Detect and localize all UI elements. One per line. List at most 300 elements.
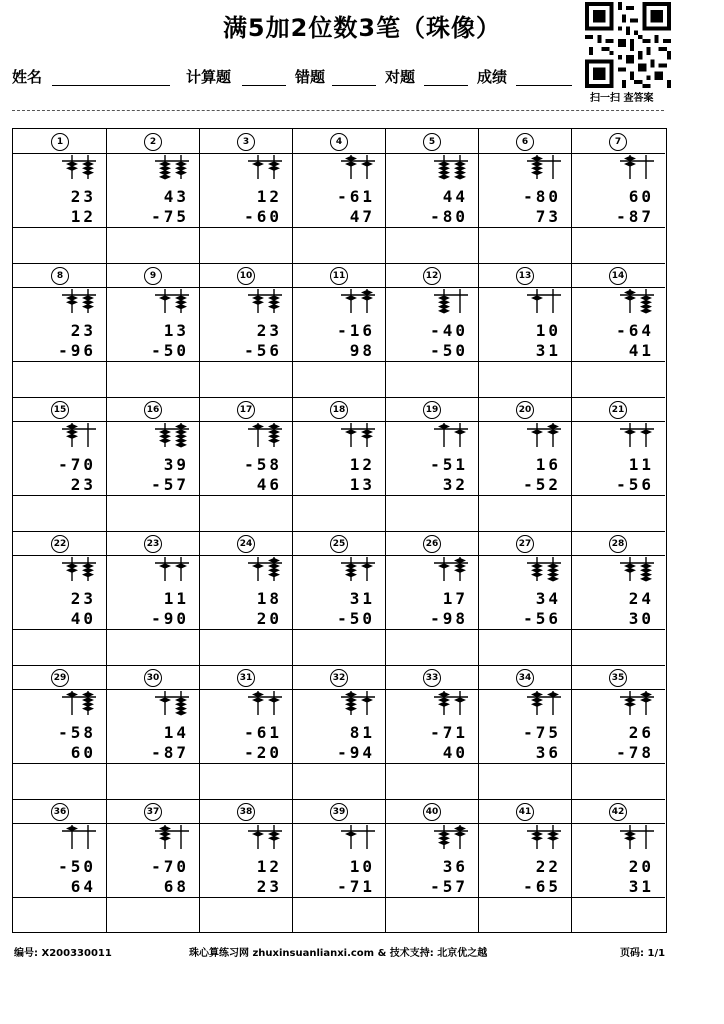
first-number: 12 bbox=[349, 455, 375, 474]
first-number: 12 bbox=[256, 857, 282, 876]
abacus-image bbox=[58, 555, 98, 583]
abacus-image bbox=[430, 287, 470, 315]
grid-line bbox=[478, 129, 479, 263]
grid-line bbox=[478, 263, 479, 397]
first-number: 18 bbox=[256, 589, 282, 608]
abacus-image bbox=[58, 823, 98, 851]
second-number: -90 bbox=[151, 609, 189, 628]
abacus-image bbox=[337, 555, 377, 583]
abacus-bead bbox=[531, 429, 543, 434]
abacus-bead bbox=[252, 161, 264, 166]
problem-number: 29 bbox=[51, 669, 69, 687]
answer-box[interactable] bbox=[573, 765, 662, 797]
abacus-bead bbox=[82, 304, 94, 309]
answer-box[interactable] bbox=[201, 631, 290, 663]
qr-caption: 扫一扫 查答案 bbox=[590, 93, 654, 104]
abacus-image bbox=[58, 421, 98, 449]
name-field[interactable] bbox=[52, 85, 170, 86]
first-number: 10 bbox=[349, 857, 375, 876]
footer-page: 页码: 1/1 bbox=[620, 948, 666, 959]
second-number: 23 bbox=[256, 877, 282, 896]
first-number: -61 bbox=[244, 723, 282, 742]
page-title: 满5加2位数3笔（珠像） bbox=[222, 14, 502, 42]
grid-line bbox=[385, 129, 386, 263]
answer-box[interactable] bbox=[294, 631, 383, 663]
first-number: -70 bbox=[151, 857, 189, 876]
first-number: -16 bbox=[337, 321, 375, 340]
wrong-field[interactable] bbox=[332, 85, 376, 86]
problem-number: 24 bbox=[237, 535, 255, 553]
grid-line bbox=[13, 665, 665, 666]
second-number: -60 bbox=[244, 207, 282, 226]
first-number: -61 bbox=[337, 187, 375, 206]
first-number: 23 bbox=[70, 589, 96, 608]
first-number: -75 bbox=[523, 723, 561, 742]
abacus-bead bbox=[547, 429, 559, 434]
abacus-image bbox=[523, 153, 563, 181]
answer-box[interactable] bbox=[294, 899, 383, 931]
answer-box[interactable] bbox=[480, 497, 569, 529]
grid-line bbox=[13, 555, 665, 556]
abacus-bead bbox=[454, 831, 466, 836]
grid-line bbox=[13, 287, 665, 288]
grid-line bbox=[13, 689, 665, 690]
problem-number: 32 bbox=[330, 669, 348, 687]
qr-code bbox=[584, 2, 672, 88]
abacus-bead bbox=[624, 568, 636, 573]
grid-line bbox=[292, 263, 293, 397]
answer-box[interactable] bbox=[108, 899, 197, 931]
abacus-image bbox=[58, 153, 98, 181]
problem-number: 34 bbox=[516, 669, 534, 687]
answer-box[interactable] bbox=[387, 497, 476, 529]
problem-number: 16 bbox=[144, 401, 162, 419]
answer-box[interactable] bbox=[15, 363, 104, 395]
abacus-image bbox=[151, 823, 191, 851]
answer-box[interactable] bbox=[108, 765, 197, 797]
answer-box[interactable] bbox=[573, 497, 662, 529]
abacus-image bbox=[337, 153, 377, 181]
second-number: -98 bbox=[430, 609, 468, 628]
abacus-image bbox=[523, 555, 563, 583]
abacus-bead bbox=[361, 697, 373, 702]
abacus-image bbox=[244, 287, 284, 315]
grid-line bbox=[385, 263, 386, 397]
second-number: -50 bbox=[430, 341, 468, 360]
abacus-bead bbox=[454, 568, 466, 573]
abacus-bead bbox=[252, 563, 264, 568]
abacus-bead bbox=[268, 697, 280, 702]
score-field[interactable] bbox=[516, 85, 572, 86]
first-number: 11 bbox=[163, 589, 189, 608]
answer-box[interactable] bbox=[294, 363, 383, 395]
problem-number: 26 bbox=[423, 535, 441, 553]
abacus-bead bbox=[361, 295, 373, 300]
second-number: 40 bbox=[442, 743, 468, 762]
answer-box[interactable] bbox=[480, 899, 569, 931]
abacus-bead bbox=[531, 170, 543, 175]
answer-box[interactable] bbox=[387, 363, 476, 395]
grid-line bbox=[571, 129, 572, 263]
second-number: 41 bbox=[628, 341, 654, 360]
problem-number: 35 bbox=[609, 669, 627, 687]
grid-line bbox=[571, 531, 572, 665]
abacus-bead bbox=[454, 174, 466, 179]
first-number: -58 bbox=[244, 455, 282, 474]
abacus-bead bbox=[531, 572, 543, 577]
problem-number: 40 bbox=[423, 803, 441, 821]
second-number: 46 bbox=[256, 475, 282, 494]
answer-box[interactable] bbox=[480, 363, 569, 395]
answer-box[interactable] bbox=[15, 631, 104, 663]
abacus-bead bbox=[66, 434, 78, 439]
abacus-image bbox=[244, 689, 284, 717]
abacus-bead bbox=[547, 576, 559, 581]
second-number: 30 bbox=[628, 609, 654, 628]
problem-number: 14 bbox=[609, 267, 627, 285]
first-number: -71 bbox=[430, 723, 468, 742]
abacus-image bbox=[616, 153, 656, 181]
grid-line bbox=[13, 495, 665, 496]
abacus-image bbox=[430, 421, 470, 449]
second-number: 13 bbox=[349, 475, 375, 494]
answer-box[interactable] bbox=[387, 631, 476, 663]
grid-line bbox=[106, 397, 107, 531]
abacus-bead bbox=[66, 568, 78, 573]
second-number: 98 bbox=[349, 341, 375, 360]
second-number: 64 bbox=[70, 877, 96, 896]
grid-line bbox=[478, 799, 479, 933]
abacus-bead bbox=[82, 572, 94, 577]
problem-number: 36 bbox=[51, 803, 69, 821]
answer-box[interactable] bbox=[201, 497, 290, 529]
first-number: 13 bbox=[163, 321, 189, 340]
grid-line bbox=[571, 397, 572, 531]
problem-number: 19 bbox=[423, 401, 441, 419]
answer-box[interactable] bbox=[201, 229, 290, 261]
problem-number: 7 bbox=[609, 133, 627, 151]
answer-box[interactable] bbox=[201, 765, 290, 797]
abacus-image bbox=[244, 421, 284, 449]
first-number: 22 bbox=[535, 857, 561, 876]
problem-number: 25 bbox=[330, 535, 348, 553]
first-number: 39 bbox=[163, 455, 189, 474]
abacus-image bbox=[616, 421, 656, 449]
second-number: 31 bbox=[535, 341, 561, 360]
abacus-bead bbox=[345, 572, 357, 577]
grid-line bbox=[385, 531, 386, 665]
first-number: -64 bbox=[616, 321, 654, 340]
abacus-bead bbox=[361, 563, 373, 568]
grid-line bbox=[13, 397, 665, 398]
grid-line bbox=[13, 763, 665, 764]
second-number: -87 bbox=[616, 207, 654, 226]
answer-box[interactable] bbox=[15, 899, 104, 931]
first-number: 60 bbox=[628, 187, 654, 206]
abacus-bead bbox=[361, 434, 373, 439]
abacus-bead bbox=[159, 836, 171, 841]
problem-number: 6 bbox=[516, 133, 534, 151]
abacus-image bbox=[151, 153, 191, 181]
problem-number: 15 bbox=[51, 401, 69, 419]
problem-number: 31 bbox=[237, 669, 255, 687]
answer-box[interactable] bbox=[387, 765, 476, 797]
first-number: 23 bbox=[70, 187, 96, 206]
abacus-bead bbox=[159, 563, 171, 568]
abacus-bead bbox=[268, 304, 280, 309]
answer-box[interactable] bbox=[201, 363, 290, 395]
second-number: -65 bbox=[523, 877, 561, 896]
grid-line bbox=[106, 129, 107, 263]
abacus-bead bbox=[345, 429, 357, 434]
second-number: -50 bbox=[337, 609, 375, 628]
abacus-bead bbox=[175, 442, 187, 447]
second-number: -71 bbox=[337, 877, 375, 896]
answer-box[interactable] bbox=[108, 631, 197, 663]
answer-box[interactable] bbox=[573, 899, 662, 931]
abacus-bead bbox=[175, 304, 187, 309]
grid-line bbox=[13, 799, 665, 800]
first-number: -50 bbox=[58, 857, 96, 876]
abacus-image bbox=[244, 823, 284, 851]
problem-number: 30 bbox=[144, 669, 162, 687]
answer-box[interactable] bbox=[573, 229, 662, 261]
problem-number: 5 bbox=[423, 133, 441, 151]
answer-box[interactable] bbox=[387, 229, 476, 261]
answer-box[interactable] bbox=[294, 765, 383, 797]
abacus-bead bbox=[159, 295, 171, 300]
abacus-bead bbox=[438, 308, 450, 313]
problem-number: 42 bbox=[609, 803, 627, 821]
abacus-bead bbox=[345, 831, 357, 836]
second-number: -57 bbox=[151, 475, 189, 494]
abacus-image bbox=[151, 555, 191, 583]
problem-number: 23 bbox=[144, 535, 162, 553]
problem-number: 20 bbox=[516, 401, 534, 419]
grid-line bbox=[571, 665, 572, 799]
abacus-image bbox=[244, 153, 284, 181]
abacus-bead bbox=[252, 831, 264, 836]
grid-line bbox=[13, 263, 665, 264]
second-number: 12 bbox=[70, 207, 96, 226]
grid-line bbox=[199, 665, 200, 799]
abacus-bead bbox=[624, 161, 636, 166]
second-number: 47 bbox=[349, 207, 375, 226]
answer-box[interactable] bbox=[294, 229, 383, 261]
dashed-divider bbox=[12, 110, 664, 111]
first-number: 17 bbox=[442, 589, 468, 608]
problem-number: 21 bbox=[609, 401, 627, 419]
abacus-bead bbox=[454, 697, 466, 702]
right-field[interactable] bbox=[424, 85, 468, 86]
problem-number: 37 bbox=[144, 803, 162, 821]
grid-line bbox=[385, 799, 386, 933]
abacus-image bbox=[523, 287, 563, 315]
abacus-bead bbox=[345, 706, 357, 711]
grid-line bbox=[13, 629, 665, 630]
first-number: 44 bbox=[442, 187, 468, 206]
problem-number: 4 bbox=[330, 133, 348, 151]
grid-line bbox=[106, 665, 107, 799]
abacus-bead bbox=[252, 300, 264, 305]
abacus-image bbox=[523, 421, 563, 449]
abacus-bead bbox=[640, 308, 652, 313]
grid-line bbox=[13, 823, 665, 824]
answer-box[interactable] bbox=[15, 765, 104, 797]
first-number: -70 bbox=[58, 455, 96, 474]
grid-line bbox=[199, 263, 200, 397]
first-number: 14 bbox=[163, 723, 189, 742]
answer-box[interactable] bbox=[480, 229, 569, 261]
second-number: -56 bbox=[244, 341, 282, 360]
problem-number: 33 bbox=[423, 669, 441, 687]
abacus-bead bbox=[82, 706, 94, 711]
abacus-bead bbox=[268, 438, 280, 443]
grid-line bbox=[199, 531, 200, 665]
first-number: 24 bbox=[628, 589, 654, 608]
problem-number: 39 bbox=[330, 803, 348, 821]
abacus-image bbox=[337, 689, 377, 717]
problem-number: 1 bbox=[51, 133, 69, 151]
second-number: -80 bbox=[430, 207, 468, 226]
abacus-bead bbox=[159, 438, 171, 443]
second-number: -78 bbox=[616, 743, 654, 762]
grid-line bbox=[13, 897, 665, 898]
problem-number: 27 bbox=[516, 535, 534, 553]
answer-box[interactable] bbox=[108, 229, 197, 261]
abacus-image bbox=[616, 555, 656, 583]
problem-number: 22 bbox=[51, 535, 69, 553]
first-number: 12 bbox=[256, 187, 282, 206]
abacus-bead bbox=[531, 295, 543, 300]
second-number: 23 bbox=[70, 475, 96, 494]
abacus-bead bbox=[438, 174, 450, 179]
second-number: -52 bbox=[523, 475, 561, 494]
wrong-label: 错题 bbox=[295, 68, 326, 86]
footer-code: 编号: X200330011 bbox=[14, 948, 112, 959]
problem-number: 10 bbox=[237, 267, 255, 285]
second-number: -20 bbox=[244, 743, 282, 762]
grid-line bbox=[106, 531, 107, 665]
abacus-bead bbox=[438, 840, 450, 845]
second-number: 20 bbox=[256, 609, 282, 628]
abacus-image bbox=[523, 823, 563, 851]
answer-box[interactable] bbox=[573, 363, 662, 395]
abacus-image bbox=[337, 287, 377, 315]
grid-line bbox=[385, 665, 386, 799]
grid-line bbox=[478, 665, 479, 799]
grid-line bbox=[13, 153, 665, 154]
second-number: 73 bbox=[535, 207, 561, 226]
abacus-bead bbox=[66, 166, 78, 171]
grid-line bbox=[13, 361, 665, 362]
first-number: 43 bbox=[163, 187, 189, 206]
grid-line bbox=[478, 397, 479, 531]
abacus-bead bbox=[624, 295, 636, 300]
first-number: -80 bbox=[523, 187, 561, 206]
second-number: -57 bbox=[430, 877, 468, 896]
first-number: 81 bbox=[349, 723, 375, 742]
abacus-bead bbox=[640, 429, 652, 434]
first-number: 16 bbox=[535, 455, 561, 474]
abacus-bead bbox=[252, 697, 264, 702]
grid-line bbox=[292, 397, 293, 531]
abacus-image bbox=[430, 153, 470, 181]
answer-box[interactable] bbox=[108, 363, 197, 395]
problem-number: 8 bbox=[51, 267, 69, 285]
first-number: 20 bbox=[628, 857, 654, 876]
abacus-bead bbox=[159, 697, 171, 702]
problem-number: 28 bbox=[609, 535, 627, 553]
calc-label: 计算题 bbox=[186, 68, 232, 86]
abacus-bead bbox=[438, 702, 450, 707]
second-number: 31 bbox=[628, 877, 654, 896]
calc-field[interactable] bbox=[242, 85, 286, 86]
grid-line bbox=[478, 531, 479, 665]
answer-box[interactable] bbox=[480, 631, 569, 663]
second-number: -87 bbox=[151, 743, 189, 762]
answer-box[interactable] bbox=[201, 899, 290, 931]
second-number: -75 bbox=[151, 207, 189, 226]
answer-box[interactable] bbox=[387, 899, 476, 931]
abacus-image bbox=[616, 823, 656, 851]
first-number: 31 bbox=[349, 589, 375, 608]
abacus-bead bbox=[547, 836, 559, 841]
problem-grid bbox=[12, 128, 667, 933]
answer-box[interactable] bbox=[573, 631, 662, 663]
answer-box[interactable] bbox=[15, 497, 104, 529]
problem-number: 41 bbox=[516, 803, 534, 821]
second-number: -96 bbox=[58, 341, 96, 360]
second-number: 36 bbox=[535, 743, 561, 762]
abacus-image bbox=[244, 555, 284, 583]
grid-line bbox=[199, 397, 200, 531]
problem-number: 17 bbox=[237, 401, 255, 419]
abacus-bead bbox=[640, 576, 652, 581]
problem-number: 9 bbox=[144, 267, 162, 285]
abacus-image bbox=[430, 555, 470, 583]
abacus-bead bbox=[175, 710, 187, 715]
abacus-bead bbox=[624, 702, 636, 707]
abacus-image bbox=[430, 689, 470, 717]
abacus-image bbox=[58, 689, 98, 717]
footer-site: 珠心算练习网 zhuxinsuanlianxi.com & 技术支持: 北京优之越 bbox=[189, 948, 488, 959]
first-number: -51 bbox=[430, 455, 468, 474]
grid-line bbox=[571, 799, 572, 933]
abacus-bead bbox=[624, 836, 636, 841]
grid-line bbox=[385, 397, 386, 531]
answer-box[interactable] bbox=[480, 765, 569, 797]
answer-box[interactable] bbox=[15, 229, 104, 261]
abacus-bead bbox=[268, 166, 280, 171]
abacus-bead bbox=[345, 295, 357, 300]
abacus-bead bbox=[454, 429, 466, 434]
grid-line bbox=[13, 421, 665, 422]
name-label: 姓名 bbox=[12, 68, 43, 86]
abacus-bead bbox=[175, 563, 187, 568]
first-number: -40 bbox=[430, 321, 468, 340]
answer-box[interactable] bbox=[108, 497, 197, 529]
second-number: 40 bbox=[70, 609, 96, 628]
first-number: 11 bbox=[628, 455, 654, 474]
abacus-image bbox=[151, 287, 191, 315]
answer-box[interactable] bbox=[294, 497, 383, 529]
grid-line bbox=[13, 531, 665, 532]
abacus-bead bbox=[438, 563, 450, 568]
abacus-bead bbox=[175, 170, 187, 175]
grid-line bbox=[292, 665, 293, 799]
problem-number: 38 bbox=[237, 803, 255, 821]
